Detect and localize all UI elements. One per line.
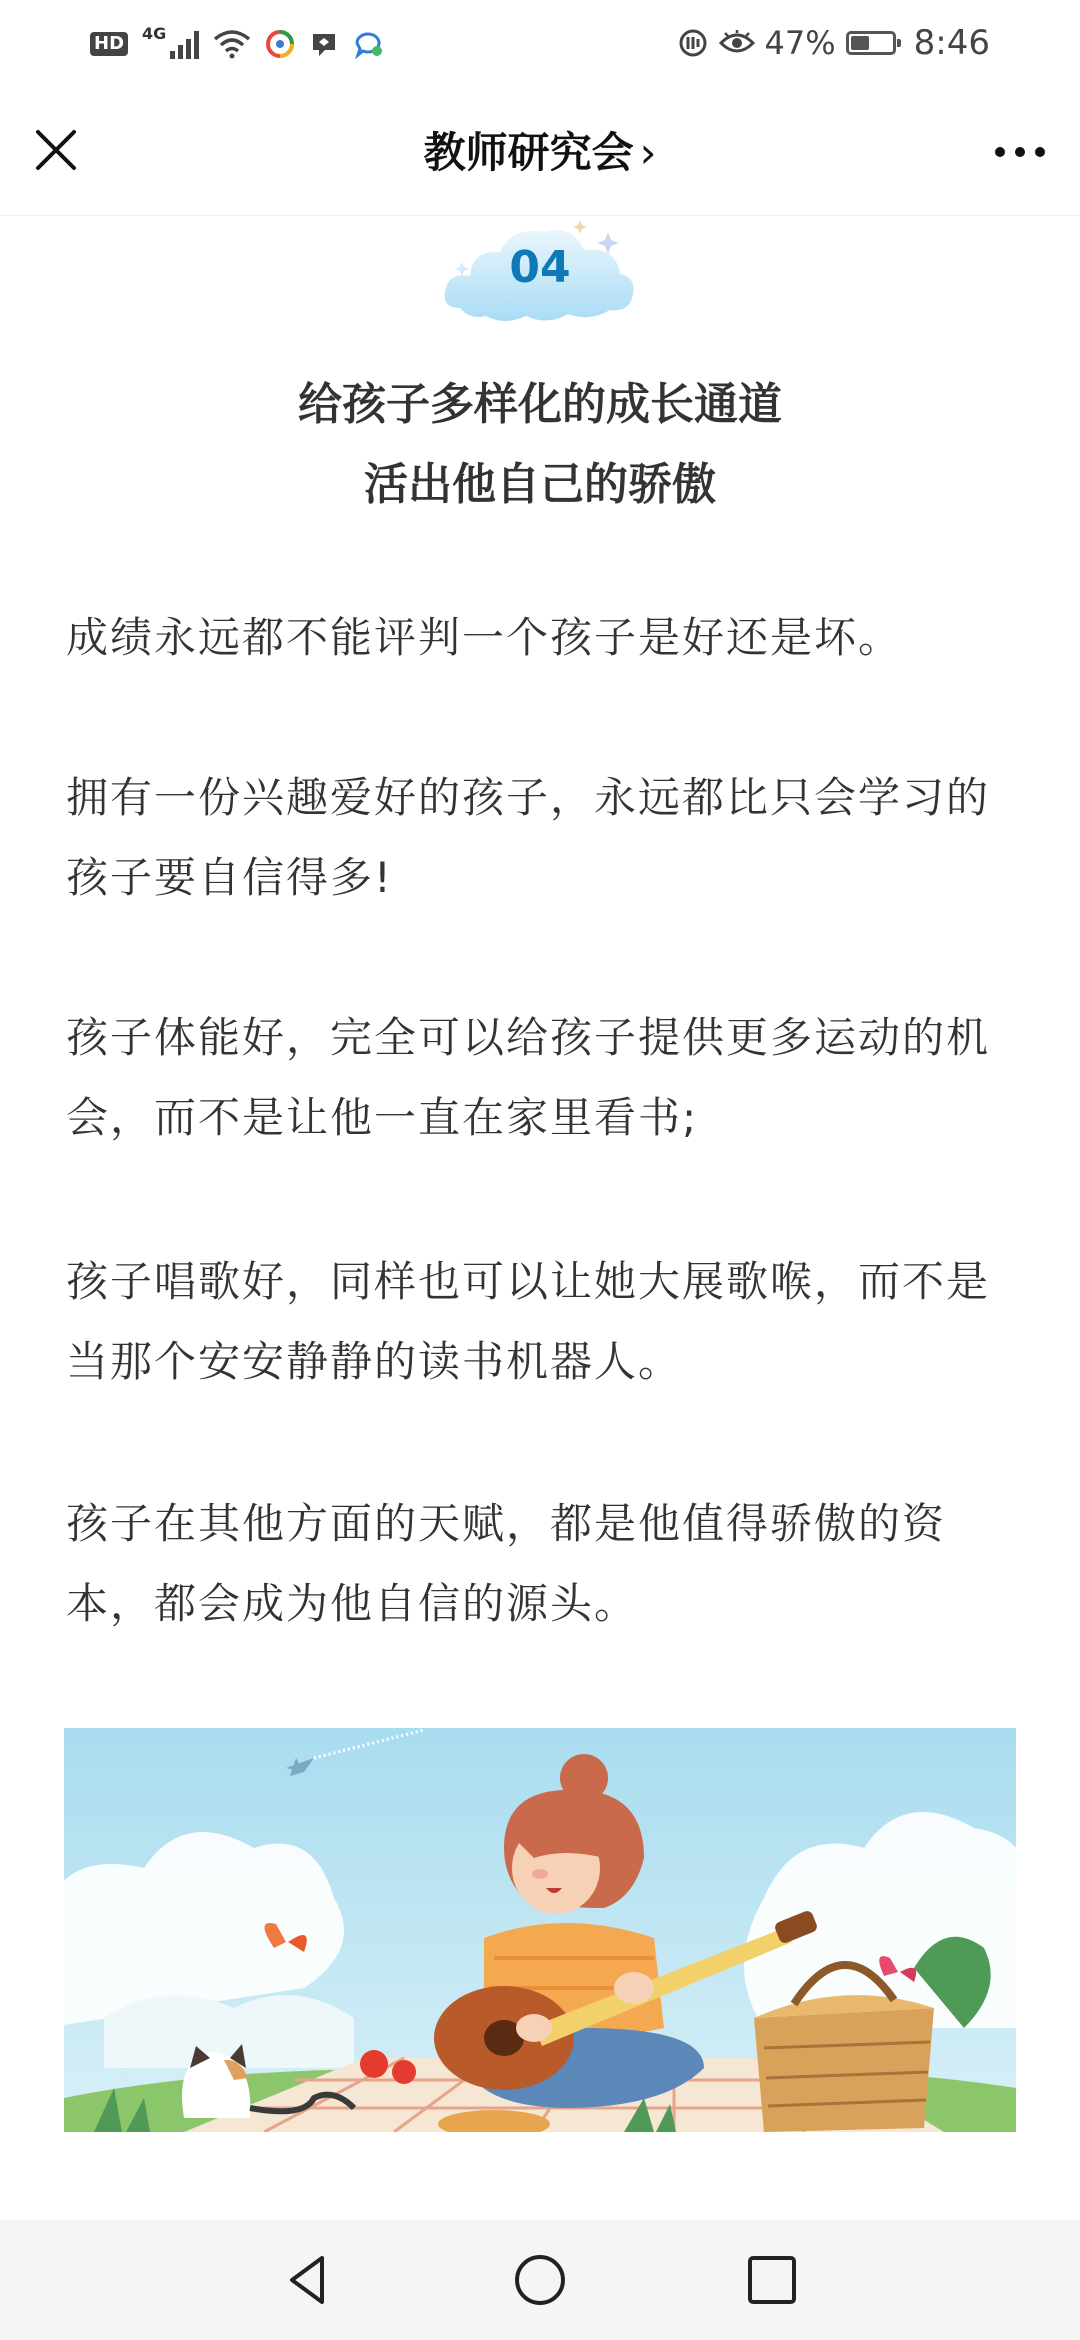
paragraph-1: 成绩永远都不能评判一个孩子是好还是坏。	[66, 613, 903, 662]
article-content[interactable]	[0, 216, 1080, 2210]
home-button[interactable]	[508, 2248, 572, 2312]
battery-fill	[851, 36, 870, 50]
wifi-icon	[213, 29, 251, 59]
section-heading-line2: 活出他自己的骄傲	[364, 459, 716, 510]
status-left-icons	[90, 22, 385, 66]
chevron-right-icon: ›	[639, 128, 657, 177]
battery-percent: 47%	[764, 24, 836, 62]
paragraph-5: 孩子在其他方面的天赋，都是他值得骄傲的资本，都会成为他自信的源头。	[66, 1499, 947, 1628]
network-type: 4G	[142, 24, 167, 43]
title-bar	[0, 88, 1080, 216]
message-app-icon	[309, 29, 339, 59]
recent-square-icon	[740, 2248, 804, 2312]
battery-icon	[846, 31, 896, 55]
recent-apps-button[interactable]	[740, 2248, 804, 2312]
paragraph-3: 孩子体能好，完全可以给孩子提供更多运动的机会，而不是让他一直在家里看书;	[66, 1013, 991, 1142]
paragraph-4: 孩子唱歌好，同样也可以让她大展歌喉，而不是当那个安安静静的读书机器人。	[66, 1257, 991, 1386]
status-right-icons	[677, 18, 990, 68]
page-title: 教师研究会	[423, 128, 634, 177]
back-triangle-icon	[276, 2248, 340, 2312]
signal-icon	[170, 29, 199, 59]
girl-playing-guitar-illustration	[64, 1728, 1016, 2132]
article-illustration[interactable]	[64, 1728, 1016, 2132]
nfc-icon	[677, 27, 709, 59]
section-number: 04	[509, 242, 571, 293]
paragraph-2: 拥有一份兴趣爱好的孩子，永远都比只会学习的孩子要自信得多!	[66, 773, 991, 902]
back-button[interactable]	[276, 2248, 340, 2312]
clock: 8:46	[913, 23, 990, 63]
app-notification-icon	[265, 29, 295, 59]
chat-app-icon	[353, 29, 385, 59]
status-bar	[0, 0, 1080, 88]
section-heading-line1: 给孩子多样化的成长通道	[298, 379, 782, 430]
eye-comfort-icon	[719, 29, 755, 57]
account-title-link[interactable]	[0, 120, 1080, 180]
more-button[interactable]	[990, 128, 1050, 176]
system-navigation-bar	[0, 2220, 1080, 2340]
home-circle-icon	[508, 2248, 572, 2312]
more-dots-icon	[990, 128, 1050, 176]
hd-badge: HD	[90, 32, 128, 56]
section-number-badge	[440, 216, 640, 332]
